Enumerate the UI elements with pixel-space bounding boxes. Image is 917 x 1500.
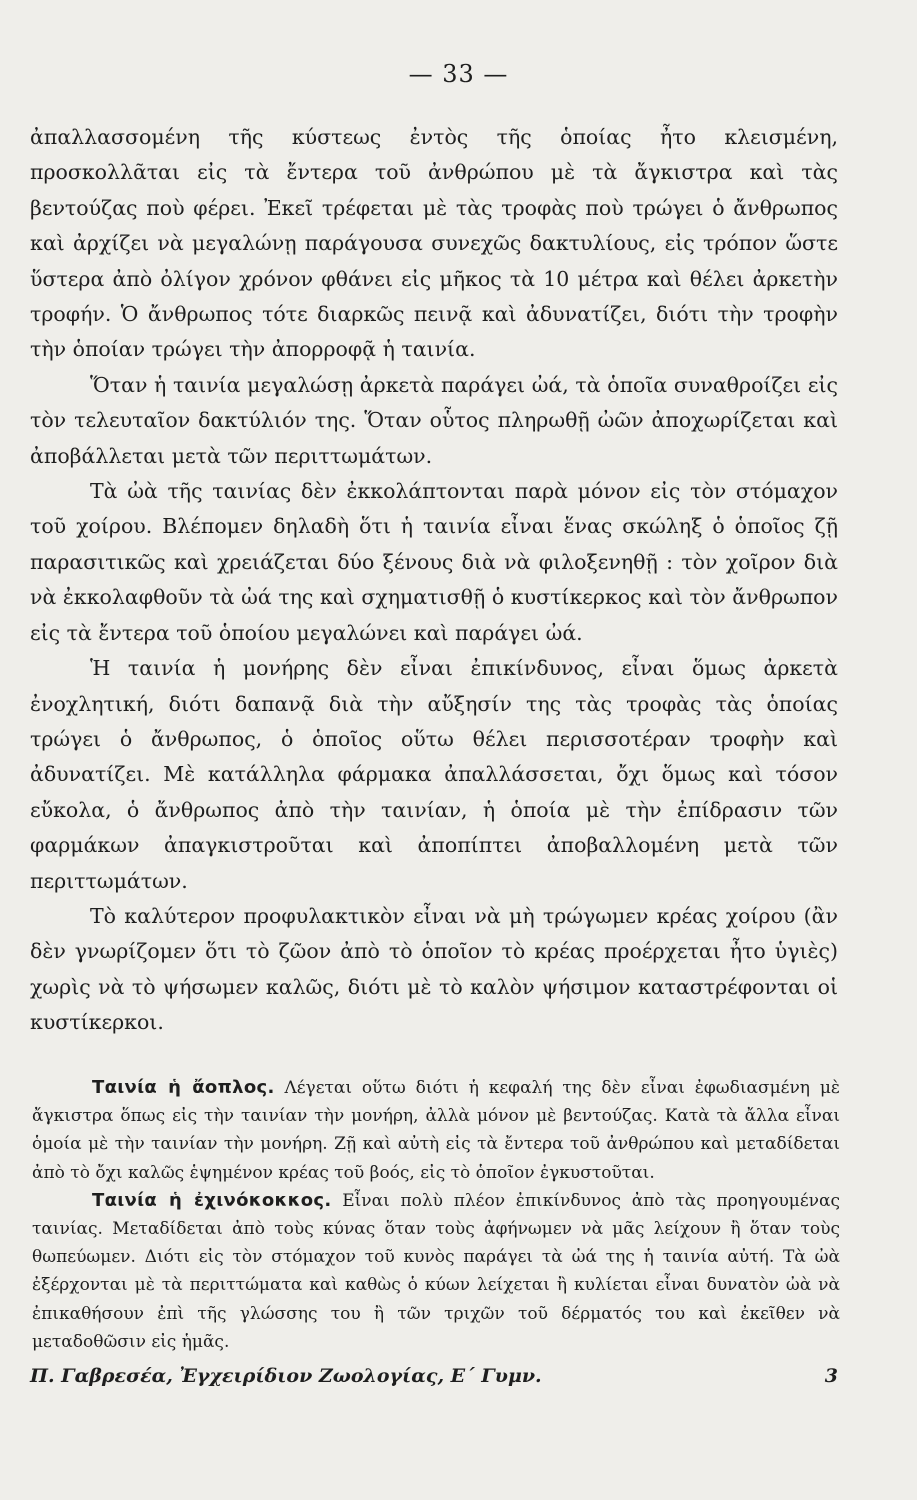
- paragraph: Ὅταν ἡ ταινία μεγαλώσῃ ἀρκετὰ παράγει ὠά, τὰ ὁποῖα συναθροίζει εἰς τὸν τελευταῖον δακτύλιόν της. Ὅταν οὗτος πληρωθῇ ὠῶν ἀποχωρίζεται καὶ ἀποβάλλεται μετὰ τῶν περιττωμάτων.: [30, 372, 838, 468]
- small-print-section: [32, 1074, 840, 1356]
- paragraph: Ἡ ταινία ἡ μονήρης δὲν εἶναι ἐπικίνδυνος, εἶναι ὅμως ἀρκετὰ ἐνοχλητική, διότι δαπανᾷ διὰ τὴν αὔξησίν της τὰς τροφὰς τὰς ὁποίας τρώγει ὁ ἄνθρωπος, ὁ ὁποῖος οὕτω θέλει περισσοτέραν τροφὴν καὶ ἀδυνατίζει. Μὲ κατάλληλα φάρμακα ἀπαλλάσσεται, ὄχι ὅμως καὶ τόσον εὔκολα, ὁ ἄνθρωπος ἀπὸ τὴν ταινίαν, ἡ ὁποία μὲ τὴν ἐπίδρασιν τῶν φαρμάκων ἀπαγκιστροῦται καὶ ἀποπίπτει ἀποβαλλομένη μετὰ τῶν περιττωμάτων.: [30, 656, 838, 893]
- paragraph: Τὰ ὠὰ τῆς ταινίας δὲν ἐκκολάπτονται παρὰ μόνον εἰς τὸν στόμαχον τοῦ χοίρου. Βλέπομεν δηλαδὴ ὅτι ἡ ταινία εἶναι ἕνας σκώληξ ὁ ὁποῖος ζῇ παρασιτικῶς καὶ χρειάζεται δύο ξένους διὰ νὰ φιλοξενηθῇ : τὸν χοῖρον διὰ νὰ ἐκκολαφθοῦν τὰ ὠά της καὶ σχηματισθῇ ὁ κυστίκερκος καὶ τὸν ἄνθρωπον εἰς τὰ ἔντερα τοῦ ὁποίου μεγαλώνει καὶ παράγει ὠά.: [30, 479, 838, 645]
- section-taenia-saginata: [32, 1074, 840, 1187]
- section-text: Εἶναι πολὺ πλέον ἐπικίνδυνος ἀπὸ τὰς προηγουμένας ταινίας. Μεταδίδεται ἀπὸ τοὺς κύνας ὅταν τοὺς ἀφήνωμεν νὰ μᾶς λείχουν ἢ ὅταν τοὺς θωπεύωμεν. Διότι εἰς τὸν στόμαχον τοῦ κυνὸς παράγει τὰ ὠά της ἡ ταινία αὐτή. Τὰ ὠὰ ἐξέρχονται μὲ τὰ περιττώματα καὶ καθὼς ὁ κύων λείχεται ἢ κυλίεται εἶναι δυνατὸν ὠὰ νὰ ἐπικαθήσουν ἐπὶ τῆς γλώσσης του ἢ τῶν τριχῶν τοῦ δέρματός του καὶ ἐκεῖθεν νὰ μεταδοθῶσιν εἰς ἡμᾶς.: [32, 1190, 840, 1352]
- section-echinococcus: [32, 1187, 840, 1356]
- section-text: Λέγεται οὕτω διότι ἡ κεφαλή της δὲν εἶναι ἐφωδιασμένη μὲ ἄγκιστρα ὅπως εἰς τὴν ταινίαν τὴν μονήρη, ἀλλὰ μόνον μὲ βεντούζας. Κατὰ τὰ ἄλλα εἶναι ὁμοία μὲ τὴν ταινίαν τὴν μονήρη. Ζῇ καὶ αὐτὴ εἰς τὰ ἔντερα τοῦ ἀνθρώπου καὶ μεταδίδεται ἀπὸ τὸ ὄχι καλῶς ἑψημένον κρέας τοῦ βοός, εἰς τὸ ὁποῖον ἐγκυστοῦται.: [32, 1078, 840, 1183]
- section-term: Ταινία ἡ ἄοπλος.: [92, 1077, 275, 1098]
- signature-mark: 3: [824, 1365, 838, 1387]
- page-number: — 33 —: [408, 60, 509, 88]
- book-reference: Π. Γαβρεσέα, Ἐγχειρίδιον Ζωολογίας, Ε΄ Γυμν.: [30, 1365, 542, 1387]
- section-term: Ταινία ἡ ἐχινόκοκκος.: [92, 1189, 332, 1211]
- main-text: [30, 120, 838, 1041]
- page-footer: [30, 1364, 838, 1388]
- paragraph: Τὸ καλύτερον προφυλακτικὸν εἶναι νὰ μὴ τρώγωμεν κρέας χοίρου (ἂν δὲν γνωρίζομεν ὅτι τὸ ζῶον ἀπὸ τὸ ὁποῖον τὸ κρέας προέρχεται ἦτο ὑγιὲς) χωρὶς νὰ τὸ ψήσωμεν καλῶς, διότι μὲ τὸ καλὸν ψήσιμον καταστρέφονται οἱ κυστίκερκοι.: [30, 903, 838, 1035]
- paragraph: ἀπαλλασσομένη τῆς κύστεως ἐντὸς τῆς ὁποίας ἦτο κλεισμένη, προσκολλᾶται εἰς τὰ ἔντερα τοῦ ἀνθρώπου μὲ τὰ ἄγκιστρα καὶ τὰς βεντούζας ποὺ φέρει. Ἐκεῖ τρέφεται μὲ τὰς τροφὰς ποὺ τρώγει ὁ ἄνθρωπος καὶ ἀρχίζει νὰ μεγαλώνῃ παράγουσα συνεχῶς δακτυλίους, εἰς τρόπον ὥστε ὕστερα ἀπὸ ὀλίγον χρόνον φθάνει εἰς μῆκος τὰ 10 μέτρα καὶ θέλει ἀρκετὴν τροφήν. Ὁ ἄνθρωπος τότε διαρκῶς πεινᾷ καὶ ἀδυνατίζει, διότι τὴν τροφὴν τὴν ὁποίαν τρώγει τὴν ἀπορροφᾷ ἡ ταινία.: [30, 125, 838, 362]
